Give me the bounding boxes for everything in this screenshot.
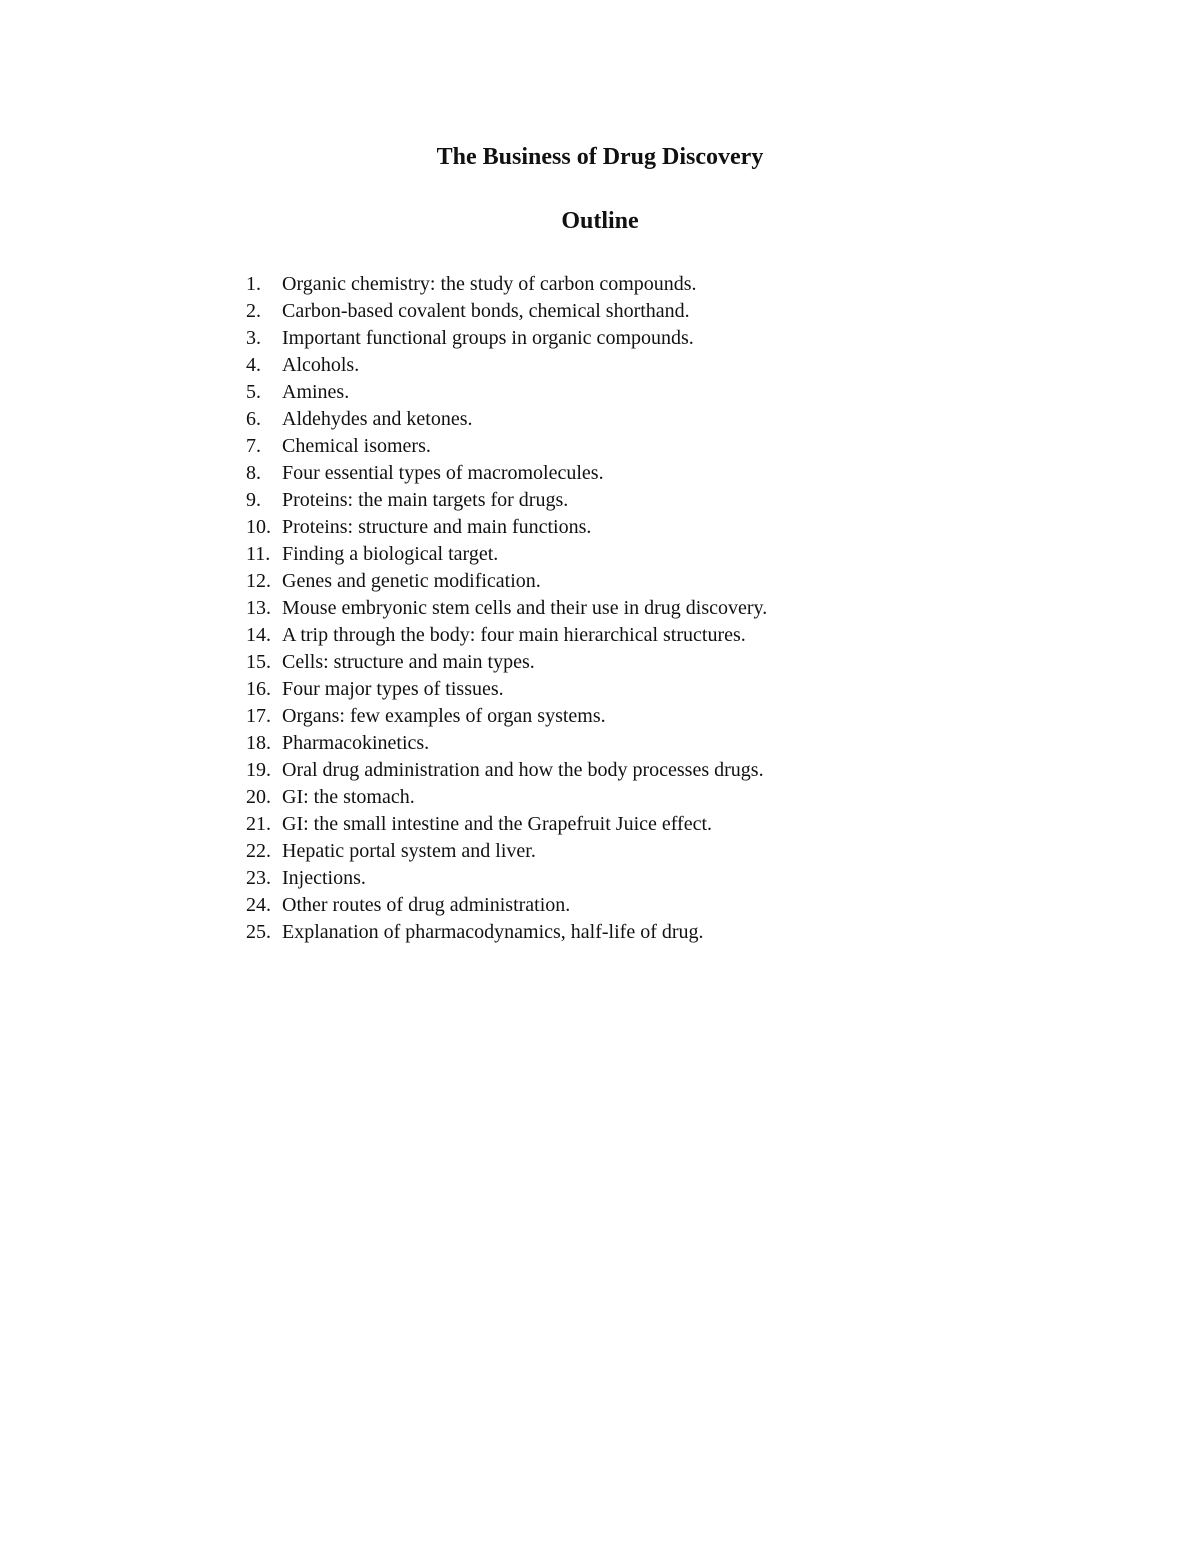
outline-item [246,487,946,514]
document-title: The Business of Drug Discovery [436,144,764,170]
outline-item-text: Explanation of pharmacodynamics, half-life of drug. [282,921,704,943]
outline-item [246,595,946,622]
outline-item-number: 11. [246,543,271,565]
outline-item-text: Aldehydes and ketones. [282,408,473,430]
outline-item-number: 22. [246,840,271,862]
outline-item-number: 21. [246,813,271,835]
outline-item-text: Finding a biological target. [282,543,499,565]
outline-item [246,865,946,892]
outline-item-number: 1. [246,273,261,295]
outline-item-number: 15. [246,651,271,673]
outline-item-number: 17. [246,705,271,727]
outline-item-text: Important functional groups in organic compounds. [282,327,694,349]
outline-item [246,703,946,730]
outline-item [246,514,946,541]
outline-item-text: A trip through the body: four main hierarchical structures. [282,624,746,646]
outline-item [246,460,946,487]
outline-item-text: Alcohols. [282,354,360,376]
outline-item-number: 5. [246,381,261,403]
outline-item-text: Proteins: the main targets for drugs. [282,489,569,511]
outline-item [246,892,946,919]
outline-item-text: Mouse embryonic stem cells and their use in drug discovery. [282,597,768,619]
outline-item-number: 24. [246,894,271,916]
outline-item-text: Chemical isomers. [282,435,431,457]
outline-item [246,568,946,595]
outline-item [246,649,946,676]
outline-item [246,352,946,379]
outline-item-number: 14. [246,624,271,646]
outline-item-number: 23. [246,867,271,889]
document-subtitle: Outline [561,208,639,234]
outline-item-number: 20. [246,786,271,808]
outline-item [246,811,946,838]
outline-item [246,406,946,433]
outline-list [246,271,946,946]
outline-item-number: 6. [246,408,261,430]
outline-item [246,730,946,757]
outline-item-number: 25. [246,921,271,943]
outline-item-text: Oral drug administration and how the body processes drugs. [282,759,764,781]
outline-item-number: 8. [246,462,261,484]
outline-item-text: Amines. [282,381,350,403]
outline-item-text: Organs: few examples of organ systems. [282,705,606,727]
outline-item-text: Carbon-based covalent bonds, chemical shorthand. [282,300,690,322]
outline-item-text: Hepatic portal system and liver. [282,840,536,862]
outline-item-text: Genes and genetic modification. [282,570,541,592]
outline-item-number: 7. [246,435,261,457]
outline-item-text: Other routes of drug administration. [282,894,571,916]
outline-item-number: 9. [246,489,261,511]
outline-item [246,676,946,703]
outline-item-number: 10. [246,516,271,538]
outline-item-number: 3. [246,327,261,349]
outline-item [246,838,946,865]
outline-item-number: 19. [246,759,271,781]
outline-item-text: GI: the stomach. [282,786,415,808]
outline-item-number: 2. [246,300,261,322]
outline-item-number: 16. [246,678,271,700]
outline-item [246,919,946,946]
outline-item [246,784,946,811]
outline-item-text: Pharmacokinetics. [282,732,430,754]
outline-item-number: 18. [246,732,271,754]
outline-item-text: Injections. [282,867,366,889]
outline-item [246,379,946,406]
outline-item [246,298,946,325]
outline-item-number: 4. [246,354,261,376]
outline-item-number: 13. [246,597,271,619]
outline-item-number: 12. [246,570,271,592]
outline-item [246,757,946,784]
outline-item [246,433,946,460]
outline-item-text: GI: the small intestine and the Grapefruit Juice effect. [282,813,713,835]
outline-item-text: Four major types of tissues. [282,678,504,700]
outline-item-text: Four essential types of macromolecules. [282,462,604,484]
outline-item-text: Cells: structure and main types. [282,651,535,673]
outline-item [246,271,946,298]
outline-item [246,622,946,649]
outline-item [246,325,946,352]
outline-item [246,541,946,568]
outline-item-text: Proteins: structure and main functions. [282,516,592,538]
outline-item-text: Organic chemistry: the study of carbon compounds. [282,273,697,295]
